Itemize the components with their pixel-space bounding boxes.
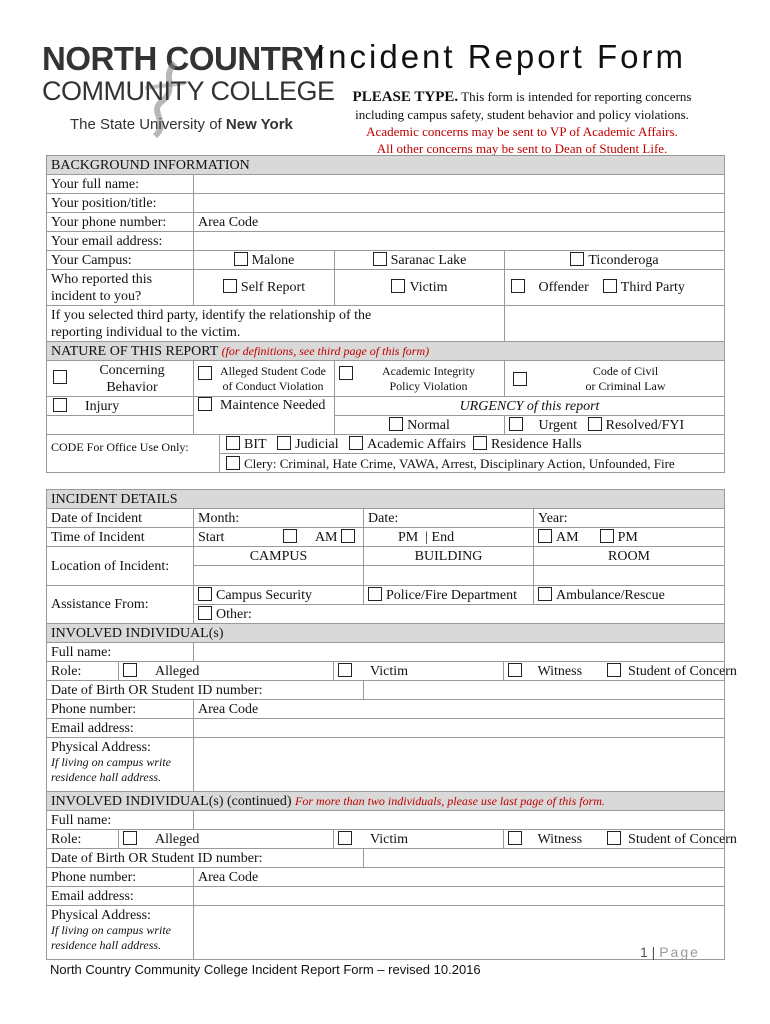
checkbox[interactable] <box>513 372 527 386</box>
inv1-address-label: Physical Address: If living on campus write residence hall address. <box>47 738 194 792</box>
end-time-field[interactable]: PM | End <box>364 528 534 547</box>
college-logo-tagline: The State University of New York <box>70 116 293 133</box>
inv2-role-victim[interactable]: Victim <box>334 830 504 849</box>
checkbox[interactable] <box>339 366 353 380</box>
assist-police[interactable]: Police/Fire Department <box>364 586 534 605</box>
inv1-name-field[interactable] <box>194 643 725 662</box>
checkbox[interactable] <box>53 398 67 412</box>
inv2-dob-field[interactable] <box>364 849 725 868</box>
college-logo-subname: COMMUNITY COLLEGE <box>42 76 335 106</box>
incident-header: INCIDENT DETAILS <box>47 490 725 509</box>
full-name-label: Your full name: <box>47 175 194 194</box>
checkbox[interactable] <box>123 831 137 845</box>
who-self[interactable]: Self Report <box>194 270 335 306</box>
time-label: Time of Incident <box>47 528 194 547</box>
checkbox[interactable] <box>277 436 291 450</box>
end-ampm[interactable]: AM PM <box>534 528 725 547</box>
inv1-role-witness-label: Witness Student of Concern <box>534 662 725 681</box>
campus-col-label: CAMPUS <box>194 547 364 566</box>
checkbox[interactable] <box>570 252 584 266</box>
background-header: BACKGROUND INFORMATION <box>47 156 725 175</box>
checkbox[interactable] <box>53 370 67 384</box>
building-col-label: BUILDING <box>364 547 534 566</box>
background-table <box>46 155 725 473</box>
office-code-label: CODE For Office Use Only: <box>47 435 220 473</box>
inv2-email-label: Email address: <box>47 887 194 906</box>
phone-label: Your phone number: <box>47 213 194 232</box>
checkbox[interactable] <box>338 831 352 845</box>
civil-criminal-law[interactable]: Code of Civil or Criminal Law <box>505 361 725 397</box>
inv2-role-witness-label: Witness Student of Concern <box>534 830 725 849</box>
college-logo-name: NORTH COUNTRY <box>42 40 324 77</box>
campus-saranac[interactable]: Saranac Lake <box>335 251 505 270</box>
checkbox[interactable] <box>509 417 523 431</box>
alleged-code[interactable]: Alleged Student Code of Conduct Violation <box>194 361 335 397</box>
checkbox[interactable] <box>373 252 387 266</box>
clery-options[interactable]: Clery: Criminal, Hate Crime, VAWA, Arrest, Disciplinary Action, Unfounded, Fire <box>220 454 725 473</box>
form-instructions: PLEASE TYPE. This form is intended for reporting concerns including campus safety, student behavior and policy violations. Academic concerns may be sent to VP of Academic Affairs. All other concerns may be sent to Dean of Student Life. <box>352 89 692 156</box>
inv2-phone-label: Phone number: <box>47 868 194 887</box>
checkbox[interactable] <box>368 587 382 601</box>
checkbox[interactable] <box>198 366 212 380</box>
inv1-role-alleged[interactable]: Alleged <box>119 662 334 681</box>
checkbox[interactable] <box>198 587 212 601</box>
year-field[interactable]: Year: <box>534 509 725 528</box>
checkbox[interactable] <box>603 279 617 293</box>
inv2-email-field[interactable] <box>194 887 725 906</box>
inv2-phone-field[interactable] <box>194 868 725 887</box>
full-name-field[interactable] <box>194 175 725 194</box>
phone-field[interactable] <box>194 213 725 232</box>
inv1-email-label: Email address: <box>47 719 194 738</box>
involved-continued-header: INVOLVED INDIVIDUAL(s) (continued) For more than two individuals, please use last page of this form. <box>47 792 725 811</box>
inv1-email-field[interactable] <box>194 719 725 738</box>
checkbox[interactable] <box>226 456 240 470</box>
nature-header: NATURE OF THIS REPORT (for definitions, see third page of this form) <box>47 342 725 361</box>
area-code-label: Area Code <box>198 214 259 230</box>
position-label: Your position/title: <box>47 194 194 213</box>
area-code-label: Area Code <box>198 701 259 717</box>
third-party-label: If you selected third party, identify the relationship of the reporting individual to the victim. <box>47 306 505 342</box>
building-field[interactable] <box>364 566 534 586</box>
checkbox[interactable] <box>538 587 552 601</box>
inv1-role-witness[interactable] <box>504 662 534 681</box>
inv1-dob-label: Date of Birth OR Student ID number: <box>47 681 364 700</box>
assist-security[interactable]: Campus Security <box>194 586 364 605</box>
who-reported-label: Who reported this incident to you? <box>47 270 194 306</box>
date-label: Date of Incident <box>47 509 194 528</box>
assist-ambulance[interactable]: Ambulance/Rescue <box>534 586 725 605</box>
start-time-field[interactable]: Start AM <box>194 528 364 547</box>
inv1-role-label: Role: <box>47 662 119 681</box>
who-offender[interactable] <box>505 270 535 306</box>
urgency-urgent[interactable] <box>505 416 535 435</box>
room-col-label: ROOM <box>534 547 725 566</box>
checkbox[interactable] <box>123 663 137 677</box>
inv2-dob-label: Date of Birth OR Student ID number: <box>47 849 364 868</box>
checkbox[interactable] <box>538 529 552 543</box>
checkbox[interactable] <box>349 436 363 450</box>
email-label: Your email address: <box>47 232 194 251</box>
checkbox[interactable] <box>508 831 522 845</box>
checkbox[interactable] <box>283 529 297 543</box>
inv2-address-label: Physical Address: If living on campus write residence hall address. <box>47 906 194 960</box>
checkbox[interactable] <box>198 397 212 411</box>
urgency-normal[interactable]: Normal <box>335 416 505 435</box>
page-number: 1 | Page <box>640 944 700 960</box>
inv2-role-witness[interactable] <box>504 830 534 849</box>
checkbox[interactable] <box>473 436 487 450</box>
day-field[interactable]: Date: <box>364 509 534 528</box>
inv1-address-field[interactable] <box>194 738 725 792</box>
urgency-label: URGENCY of this report <box>335 397 725 416</box>
location-label: Location of Incident: <box>47 547 194 586</box>
campus-ticonderoga[interactable]: Ticonderoga <box>505 251 725 270</box>
area-code-label: Area Code <box>198 869 259 885</box>
inv1-role-victim[interactable]: Victim <box>334 662 504 681</box>
form-title: Incident Report Form <box>316 38 686 75</box>
inv2-name-field[interactable] <box>194 811 725 830</box>
incident-table <box>46 489 737 960</box>
inv2-role-alleged[interactable]: Alleged <box>119 830 334 849</box>
checkbox[interactable] <box>389 417 403 431</box>
assist-other[interactable]: Other: <box>194 605 725 624</box>
page-footer: North Country Community College Incident Report Form – revised 10.2016 <box>50 962 481 977</box>
who-offender-label: Offender Third Party <box>535 270 725 306</box>
who-victim[interactable]: Victim <box>335 270 505 306</box>
inv1-name-label: Full name: <box>47 643 194 662</box>
inv1-phone-label: Phone number: <box>47 700 194 719</box>
office-code-options[interactable]: BIT Judicial Academic Affairs Residence Halls <box>220 435 725 454</box>
checkbox[interactable] <box>508 663 522 677</box>
checkbox[interactable] <box>607 663 621 677</box>
room-field[interactable] <box>534 566 725 586</box>
concerning-behavior[interactable]: Concerning Behavior <box>47 361 194 397</box>
checkbox[interactable] <box>588 417 602 431</box>
checkbox[interactable] <box>511 279 525 293</box>
inv1-phone-field[interactable] <box>194 700 725 719</box>
campus-label: Your Campus: <box>47 251 194 270</box>
checkbox[interactable] <box>223 279 237 293</box>
inv2-name-label: Full name: <box>47 811 194 830</box>
month-field[interactable]: Month: <box>194 509 364 528</box>
inv2-role-label: Role: <box>47 830 119 849</box>
inv1-dob-field[interactable] <box>364 681 725 700</box>
involved-header: INVOLVED INDIVIDUAL(s) <box>47 624 725 643</box>
checkbox[interactable] <box>234 252 248 266</box>
checkbox[interactable] <box>600 529 614 543</box>
checkbox[interactable] <box>607 831 621 845</box>
urgency-urgent-label: Urgent Resolved/FYI <box>535 416 725 435</box>
checkbox[interactable] <box>226 436 240 450</box>
campus-field[interactable] <box>194 566 364 586</box>
injury[interactable]: Injury <box>47 397 194 416</box>
maintenance-needed[interactable]: Maintence Needed <box>194 397 335 435</box>
checkbox[interactable] <box>391 279 405 293</box>
academic-integrity[interactable]: Academic Integrity Policy Violation <box>335 361 505 397</box>
campus-malone[interactable]: Malone <box>194 251 335 270</box>
third-party-field[interactable] <box>505 306 725 342</box>
email-field[interactable] <box>194 232 725 251</box>
checkbox[interactable] <box>198 606 212 620</box>
assistance-label: Assistance From: <box>47 586 194 624</box>
checkbox[interactable] <box>341 529 355 543</box>
position-field[interactable] <box>194 194 725 213</box>
checkbox[interactable] <box>338 663 352 677</box>
